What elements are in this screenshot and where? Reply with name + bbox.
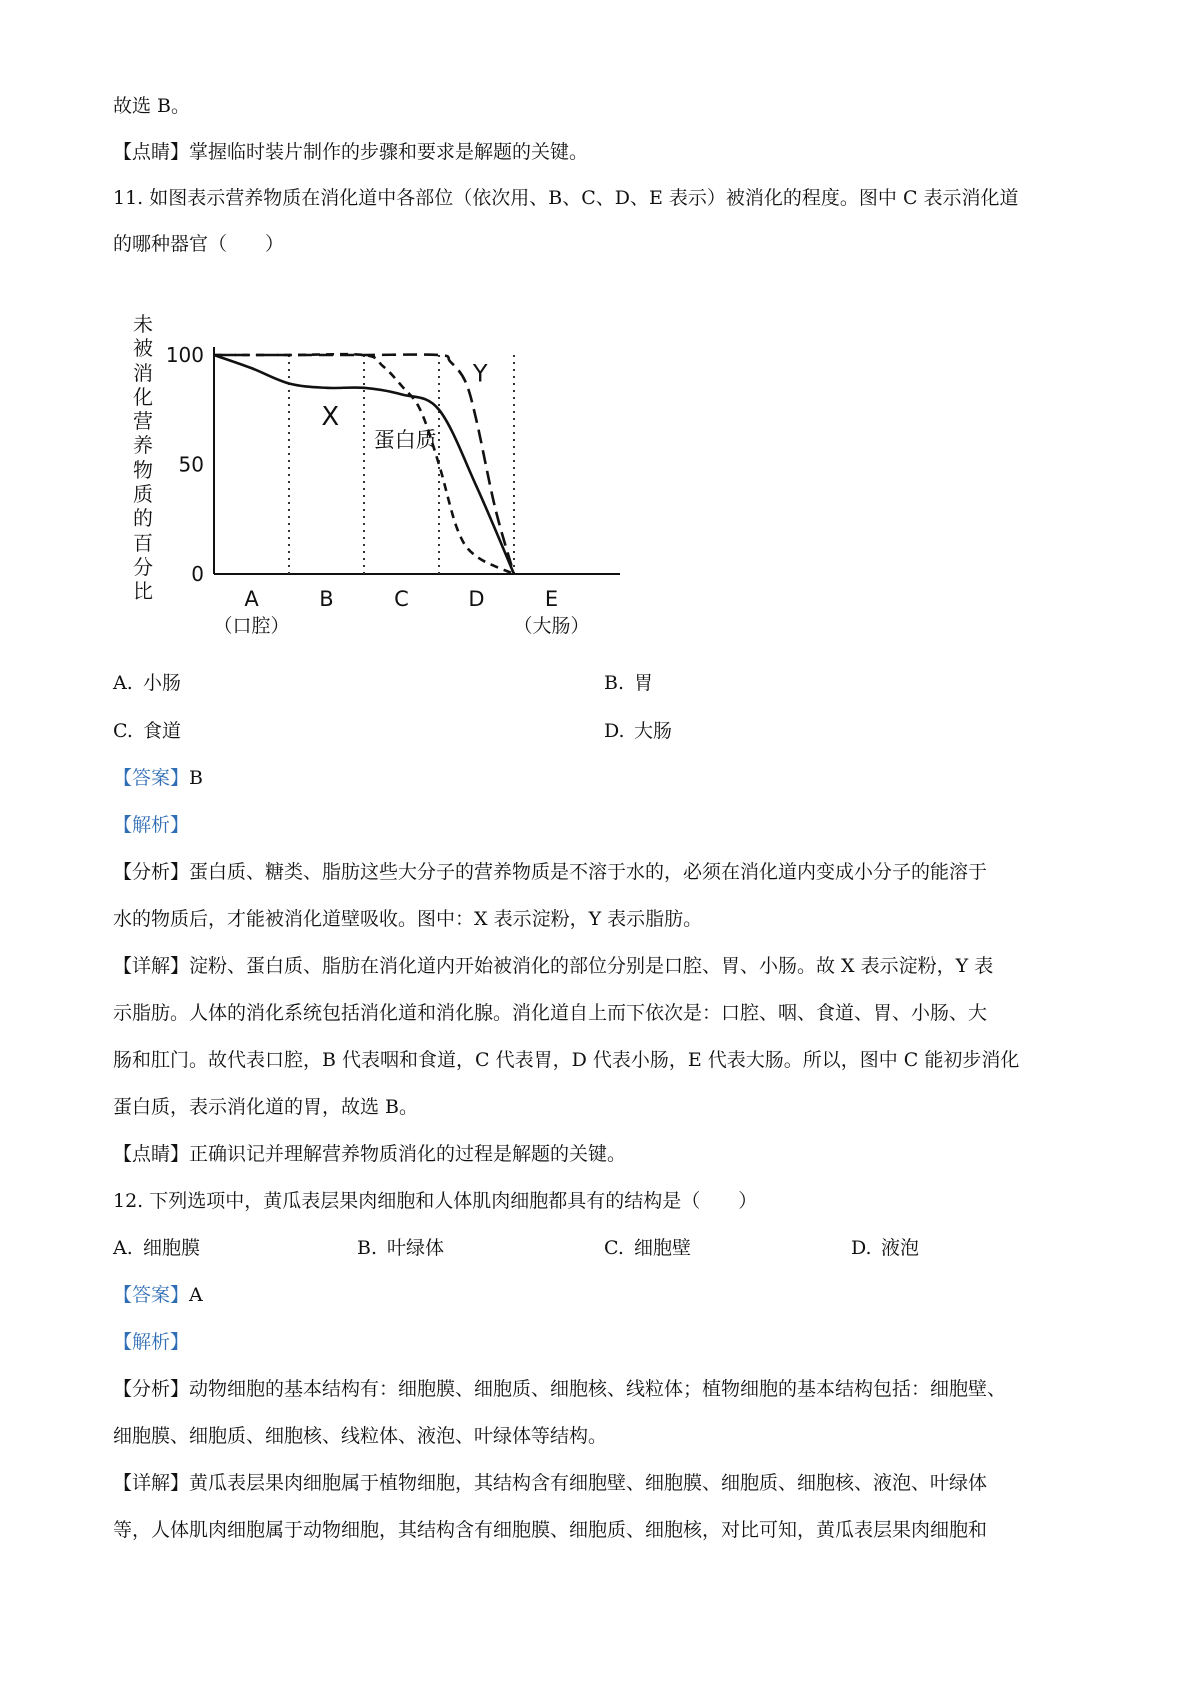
q12-answer	[113, 1281, 1103, 1309]
option-key: B.	[357, 1237, 378, 1259]
prev-conclusion: 故选 B。	[113, 95, 191, 117]
x-tick-label: B	[319, 587, 334, 611]
q12-analysis-tag: 【解析】	[113, 1331, 190, 1353]
answer-value: B	[189, 767, 203, 789]
tip-tag: 【点睛】	[113, 141, 190, 163]
x-tick-label: D	[468, 587, 485, 611]
option-key: D.	[604, 720, 625, 742]
q12-fenxi-line2: 细胞膜、细胞质、细胞核、线粒体、液泡、叶绿体等结构。	[113, 1425, 608, 1447]
detail-tag: 【详解】	[113, 1472, 190, 1494]
q12-option-b[interactable]	[357, 1234, 444, 1262]
x-tick-sublabel: （大肠）	[513, 615, 590, 637]
fenxi-tag: 【分析】	[113, 1378, 190, 1400]
q12-detail-line2: 等，人体肌肉细胞属于动物细胞，其结构含有细胞膜、细胞质、细胞核，对比可知，黄瓜表层果肉细胞和	[113, 1519, 988, 1541]
series-label: 蛋白质	[373, 427, 437, 452]
x-tick-label: E	[544, 587, 559, 611]
option-key: D.	[851, 1237, 872, 1259]
q11-fenxi-line1	[113, 858, 1103, 886]
option-text: 胃	[634, 672, 654, 694]
option-text: 叶绿体	[387, 1237, 445, 1259]
detail-tag: 【详解】	[113, 955, 190, 977]
fenxi-text: 动物细胞的基本结构有：细胞膜、细胞质、细胞核、线粒体；植物细胞的基本结构包括：细胞壁、	[189, 1378, 1007, 1400]
q11-detail-line1	[113, 952, 1103, 980]
q11-tip	[113, 1140, 1103, 1168]
q11-fenxi-line2: 水的物质后，才能被消化道壁吸收。图中：X 表示淀粉，Y 表示脂肪。	[113, 908, 703, 930]
q11-detail-line3: 肠和肛门。故代表口腔，B 代表咽和食道，C 代表胃，D 代表小肠，E 代表大肠。所以，图中 C 能初步消化	[113, 1049, 1020, 1071]
option-key: B.	[604, 672, 625, 694]
q12-option-a[interactable]	[113, 1234, 200, 1262]
q11-option-a[interactable]	[113, 669, 181, 697]
detail-text: 黄瓜表层果肉细胞属于植物细胞，其结构含有细胞壁、细胞膜、细胞质、细胞核、液泡、叶绿体	[189, 1472, 988, 1494]
q11-stem-line1: 11. 如图表示营养物质在消化道中各部位（依次用、B、C、D、E 表示）被消化的程度。图中 C 表示消化道	[113, 187, 1019, 209]
option-text: 细胞壁	[634, 1237, 692, 1259]
q11-answer	[113, 764, 1103, 792]
option-key: C.	[604, 1237, 624, 1259]
q11-option-b[interactable]	[604, 669, 653, 697]
answer-tag: 【答案】	[113, 1284, 190, 1306]
tip-text: 正确识记并理解营养物质消化的过程是解题的关键。	[189, 1143, 627, 1165]
q11-detail-line2: 示脂肪。人体的消化系统包括消化道和消化腺。消化道自上而下依次是：口腔、咽、食道、胃、小肠、大	[113, 1002, 988, 1024]
q12-option-c[interactable]	[604, 1234, 691, 1262]
option-text: 小肠	[143, 672, 182, 694]
q11-detail-line4: 蛋白质，表示消化道的胃，故选 B。	[113, 1096, 419, 1118]
q11-option-d[interactable]	[604, 717, 672, 745]
tip-text: 掌握临时装片制作的步骤和要求是解题的关键。	[189, 141, 589, 163]
y-tick-label: 100	[165, 343, 204, 367]
q12-detail-line1	[113, 1469, 1103, 1497]
chart-y-axis-label: 未被消化营养物质的百分比	[133, 312, 153, 604]
q12-fenxi-line1	[113, 1375, 1103, 1403]
x-tick-label: A	[244, 587, 259, 611]
q11-option-c[interactable]	[113, 717, 181, 745]
q12-option-d[interactable]	[851, 1234, 919, 1262]
q11-stem-line2: 的哪种器官（ ）	[113, 233, 285, 255]
option-text: 细胞膜	[143, 1237, 201, 1259]
q12-stem: 12. 下列选项中，黄瓜表层果肉细胞和人体肌肉细胞都具有的结构是（ ）	[113, 1190, 758, 1212]
answer-value: A	[189, 1284, 203, 1306]
option-key: C.	[113, 720, 133, 742]
fenxi-tag: 【分析】	[113, 861, 190, 883]
option-key: A.	[113, 1237, 133, 1259]
x-tick-sublabel: （口腔）	[213, 615, 290, 637]
option-text: 大肠	[634, 720, 673, 742]
option-key: A.	[113, 672, 133, 694]
q11-analysis-tag: 【解析】	[113, 814, 190, 836]
y-tick-label: 50	[178, 452, 204, 477]
option-text: 液泡	[881, 1237, 920, 1259]
fenxi-text: 蛋白质、糖类、脂肪这些大分子的营养物质是不溶于水的，必须在消化道内变成小分子的能溶于	[189, 861, 988, 883]
series-line-solid	[214, 355, 514, 574]
answer-tag: 【答案】	[113, 767, 190, 789]
prev-tip	[113, 138, 1103, 166]
x-tick-label: C	[394, 587, 409, 611]
detail-text: 淀粉、蛋白质、脂肪在消化道内开始被消化的部位分别是口腔、胃、小肠。故 X 表示淀粉，Y 表	[189, 955, 994, 977]
tip-tag: 【点睛】	[113, 1143, 190, 1165]
option-text: 食道	[143, 720, 182, 742]
digestion-chart	[0, 270, 620, 640]
series-label: X	[321, 402, 340, 433]
y-tick-label: 0	[191, 562, 204, 586]
series-label: Y	[472, 359, 488, 388]
